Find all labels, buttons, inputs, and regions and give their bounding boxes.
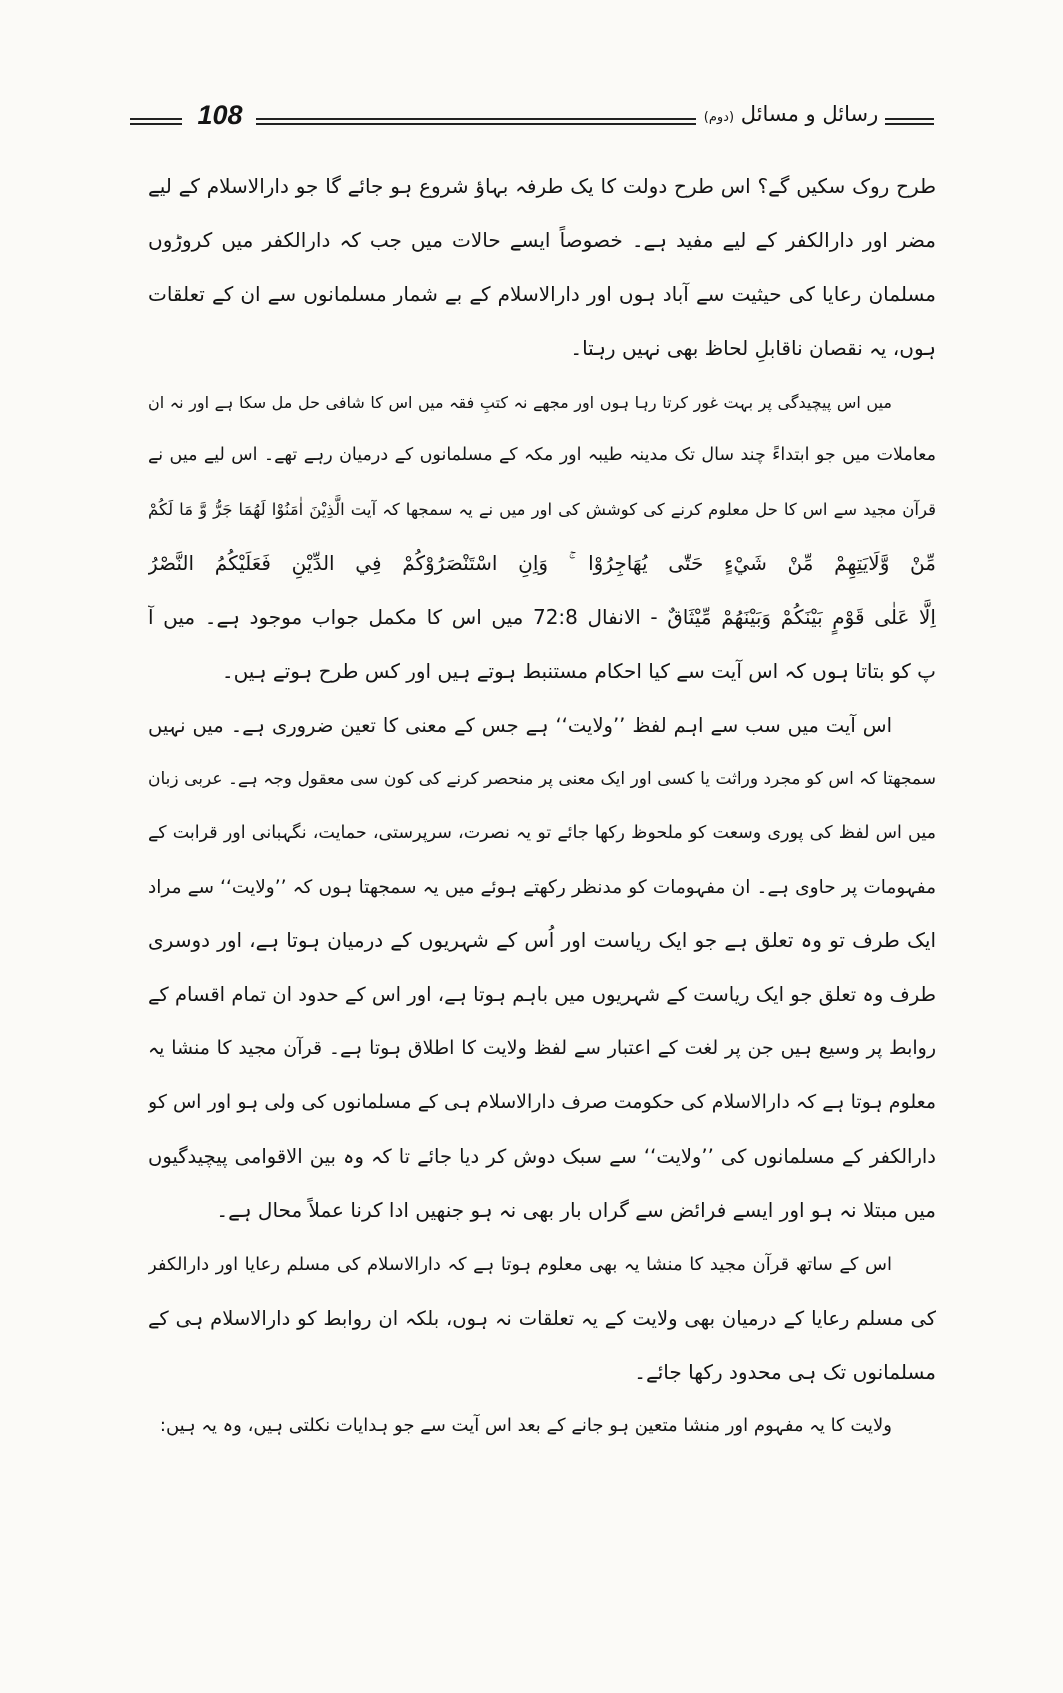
running-title-text: رسائل و مسائل	[740, 102, 879, 126]
text-line: کی مسلم رعایا کے درمیان بھی ولایت کے یہ تعلقات نہ ہوں، بلکہ ان روابط کو دارالاسلام ہی کے	[148, 1306, 936, 1330]
text-line: میں مبتلا نہ ہو اور ایسے فرائض سے گراں بار بھی نہ ہو جنھیں ادا کرنا عملاً محال ہے۔	[216, 1197, 936, 1222]
text-line: طرف وہ تعلق جو ایک ریاست کے شہریوں میں باہم ہوتا ہے، اور اس کے حدود ان تمام اقسام کے	[148, 983, 936, 1007]
text-line: سمجھتا کہ اس کو مجرد وراثت یا کسی اور ایک معنی پر منحصر کرنے کی کون سی معقول وجہ ہے۔ عربی زبان	[148, 768, 936, 789]
text-line: مسلمانوں تک ہی محدود رکھا جائے۔	[634, 1359, 936, 1384]
header-rule-middle	[256, 123, 696, 125]
text-line: طرح روک سکیں گے؟ اس طرح دولت کا یک طرفہ بہاؤ شروع ہو جائے گا جو دارالاسلام کے لیے	[148, 174, 936, 198]
header-rule-left	[130, 118, 182, 120]
text-line: ہوں، یہ نقصان ناقابلِ لحاظ بھی نہیں رہتا۔	[570, 335, 936, 360]
text-line: مسلمان رعایا کی حیثیت سے آباد ہوں اور دارالاسلام کے بے شمار مسلمانوں سے ان کے تعلقات	[148, 281, 936, 306]
text-line: میں اس لفظ کی پوری وسعت کو ملحوظ رکھا جائے تو یہ نصرت، سرپرستی، حمایت، نگہبانی اور قرابت کے	[148, 822, 936, 843]
page-body	[148, 160, 936, 1453]
page-number: 108	[197, 100, 243, 130]
text-line: اس کے ساتھ قرآن مجید کا منشا یہ بھی معلوم ہوتا ہے کہ دارالاسلام کی مسلم رعایا اور دارالکفر	[148, 1253, 893, 1275]
header-rule-middle	[256, 118, 696, 120]
header-rule-right	[885, 118, 934, 120]
header-rule-right	[885, 123, 934, 125]
text-line: روابط پر وسیع ہیں جن پر لغت کے اعتبار سے لفظ ولایت کا اطلاق ہوتا ہے۔ قرآن مجید کا منشا یہ	[148, 1037, 936, 1060]
quranic-verse-line: مِّنْ وَّلَايَتِهِمْ مِّنْ شَيْءٍ حَتّٰى يُهَاجِرُوْا ۚ وَاِنِ اسْتَنْصَرُوْكُمْ فِي الدِّيْنِ فَعَلَيْكُمُ النَّصْرُ	[148, 551, 936, 576]
text-line: پ کو بتاتا ہوں کہ اس آیت سے کیا احکام مستنبط ہوتے ہیں اور کس طرح ہوتے ہیں۔	[221, 659, 936, 684]
text-line: مفہومات پر حاوی ہے۔ ان مفہومات کو مدنظر رکھتے ہوئے میں یہ سمجھتا ہوں کہ ’’ولایت‘‘ سے مراد	[148, 876, 936, 898]
text-line: اس آیت میں سب سے اہم لفظ ’’ولایت‘‘ ہے جس کے معنی کا تعین ضروری ہے۔ میں نہیں	[148, 713, 892, 737]
text-line: ایک طرف تو وہ تعلق ہے جو ایک ریاست اور اُس کے شہریوں کے درمیان ہوتا ہے، اور دوسری	[148, 928, 936, 953]
running-title-volume: (دوم)	[703, 110, 735, 125]
text-line: میں اس پیچیدگی پر بہت غور کرتا رہا ہوں اور مجھے نہ کتبِ فقہ میں اس کا شافی حل مل سکا ہے اور نہ ان	[148, 392, 892, 412]
text-line: دارالکفر کے مسلمانوں کی ’’ولایت‘‘ سے سبک دوش کر دیا جائے تا کہ وہ بین الاقوامی پیچیدگیوں	[148, 1145, 936, 1169]
quranic-verse-line: اِلَّا عَلٰى قَوْمٍ بَيْنَكُمْ وَبَيْنَهُمْ مِّيْثَاقٌ - الانفال 72:8 میں اس کا مکمل جواب موجود ہے۔ میں آ	[148, 605, 936, 630]
text-line: مضر اور دارالکفر کے لیے مفید ہے۔ خصوصاً ایسے حالات میں جب کہ دارالکفر میں کروڑوں	[148, 227, 936, 252]
text-line: معاملات میں جو ابتداءً چند سال تک مدینہ طیبہ اور مکہ کے مسلمانوں کے درمیان رہے تھے۔ اس لیے میں نے	[148, 445, 936, 466]
text-line: قرآن مجید سے اس کا حل معلوم کرنے کی کوشش کی اور میں نے یہ سمجھا کہ آیت الَّذِيْنَ اٰمَنُوْا لَهُمَا جَرُّ وَّ مَا لَكُمْ	[148, 500, 936, 520]
running-title	[700, 102, 882, 126]
header-rule-left	[130, 123, 182, 125]
page-header	[130, 96, 934, 136]
text-line: معلوم ہوتا ہے کہ دارالاسلام کی حکومت صرف دارالاسلام ہی کے مسلمانوں کی ولی ہو اور اس کو	[148, 1091, 936, 1114]
text-line: ولایت کا یہ مفہوم اور منشا متعین ہو جانے کے بعد اس آیت سے جو ہدایات نکلتی ہیں، وہ یہ ہیں:	[159, 1415, 892, 1437]
